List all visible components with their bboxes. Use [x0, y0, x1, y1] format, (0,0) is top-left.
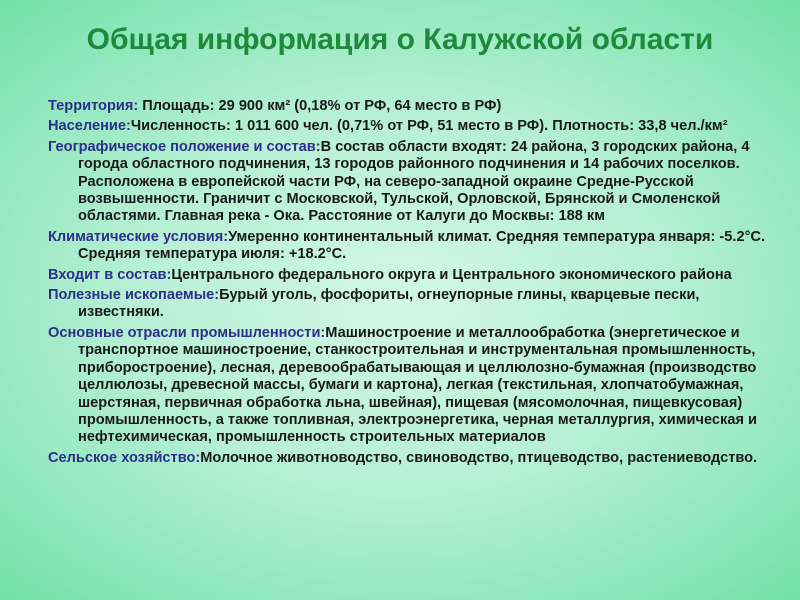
paragraph-label: Полезные ископаемые: — [48, 287, 220, 304]
paragraph-climate — [48, 229, 768, 264]
paragraph-membership — [48, 267, 768, 284]
paragraph-industry — [48, 325, 768, 447]
paragraph-text: Центрального федерального округа и Центрального экономического района — [171, 266, 732, 283]
paragraph-text: Численность: 1 011 600 чел. (0,71% от РФ, 51 место в РФ). Плотность: 33,8 чел./км² — [130, 118, 728, 135]
paragraph-geography — [48, 139, 768, 226]
paragraph-minerals — [48, 287, 768, 322]
paragraph-label: Основные отрасли промышленности: — [48, 324, 326, 341]
paragraph-territory — [48, 98, 768, 115]
paragraph-label: Климатические условия: — [48, 228, 229, 245]
paragraph-label: Входит в состав: — [48, 266, 172, 283]
paragraph-label: Территория: — [48, 98, 139, 114]
slide-title: Общая информация о Калужской области — [86, 23, 714, 56]
paragraph-population — [48, 118, 768, 135]
paragraph-label: Сельское хозяйство: — [48, 449, 201, 466]
paragraph-text: Машиностроение и металлообработка (энергетическое и транспортное машиностроение, станкостроительная и инструментальная промышленность, приборостроение), лесная, деревообрабатывающая и целлюлозно-бумажная (производство целлюлозы, древесной массы, бумаги и картона), легкая (текстильная, хлопчатобумажная, шерстяная, первичная обработка льна, швейная), пищевая (мясомолочная, пищевкусовая) промышленность, а также топливная, электроэнергетика, черная металлургия, химическая и нефтехимическая, промышленность строительных материалов — [78, 324, 757, 446]
paragraph-label: Географическое положение и состав: — [48, 138, 321, 155]
slide-content — [48, 98, 768, 470]
paragraph-text: Умеренно континентальный климат. Средняя температура января: -5.2°C. Средняя температура июля: +18.2°C. — [78, 228, 766, 263]
paragraph-label: Население: — [48, 118, 131, 135]
paragraph-agriculture — [48, 450, 768, 467]
paragraph-text: Бурый уголь, фосфориты, огнеупорные глины, кварцевые пески, известняки. — [78, 287, 700, 321]
paragraph-text: Площадь: 29 900 км² (0,18% от РФ, 64 место в РФ) — [138, 98, 502, 114]
paragraph-text: В состав области входят: 24 района, 3 городских района, 4 города областного подчинения, 13 городов районного подчинения и 14 рабочих поселков. Расположена в европейской части РФ, на северо-западной окраине Средне-Русской возвышенности. Граничит с Московской, Тульской, Орловской, Брянской и Смоленской областями. Главная река - Ока. Расстояние от Калуги до Москвы: 188 км — [78, 138, 750, 225]
paragraph-text: Молочное животноводство, свиноводство, птицеводство, растениеводство. — [200, 449, 758, 466]
